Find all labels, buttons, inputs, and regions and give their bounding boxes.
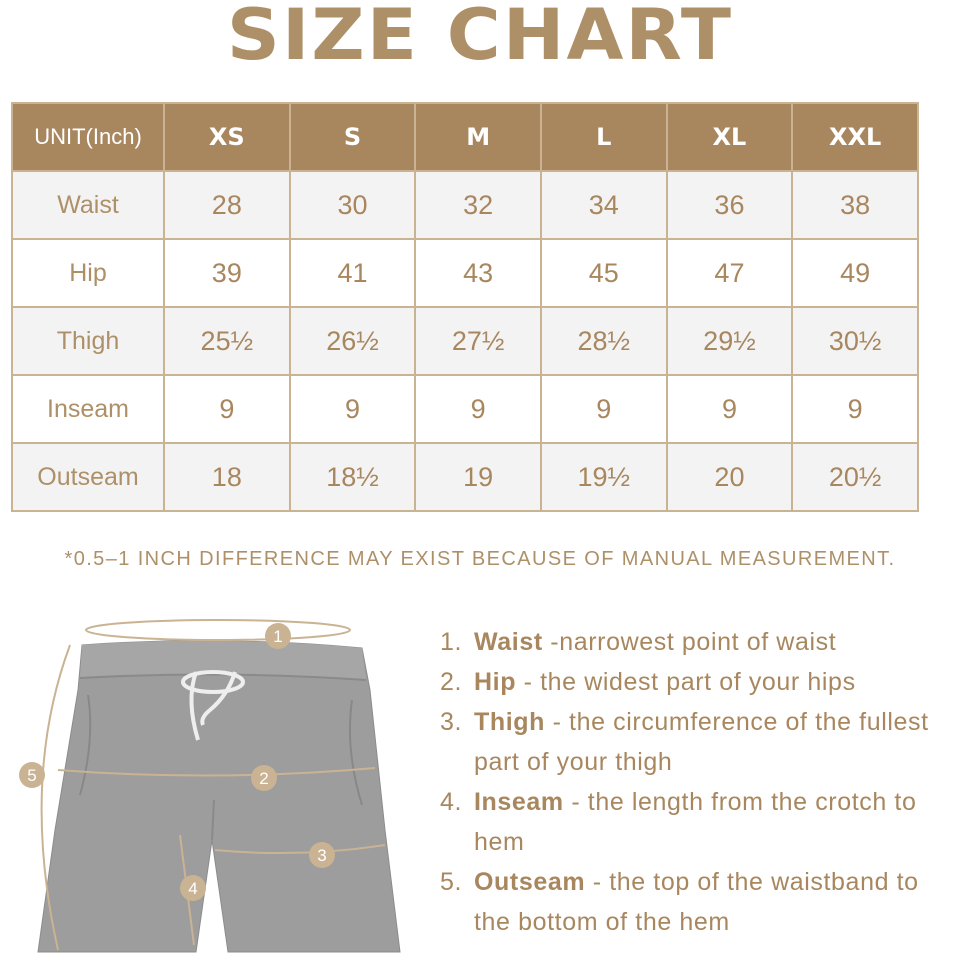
table-cell: 20½	[792, 443, 918, 511]
chart-title: SIZE CHART	[226, 0, 734, 76]
definition-item	[440, 862, 960, 942]
table-cell: 19	[415, 443, 541, 511]
size-header: XS	[164, 103, 290, 171]
table-cell: 30½	[792, 307, 918, 375]
table-cell: 20	[667, 443, 793, 511]
definition-term: Waist	[474, 628, 543, 656]
table-cell: 9	[415, 375, 541, 443]
table-cell: 9	[290, 375, 416, 443]
table-cell: 41	[290, 239, 416, 307]
table-cell: 45	[541, 239, 667, 307]
definition-number: 4.	[440, 788, 463, 816]
table-row	[12, 375, 918, 443]
marker-2	[251, 765, 277, 791]
table-cell: 9	[164, 375, 290, 443]
definition-text: - the top of the waistband to the bottom of the hem	[474, 868, 919, 936]
table-cell: 28	[164, 171, 290, 239]
marker-label: 1	[273, 627, 283, 646]
table-cell: 39	[164, 239, 290, 307]
size-header: XXL	[792, 103, 918, 171]
definition-number: 2.	[440, 668, 463, 696]
row-label: Outseam	[12, 443, 164, 511]
marker-label: 5	[27, 766, 37, 785]
table-cell: 9	[667, 375, 793, 443]
measurement-definitions	[440, 622, 960, 942]
table-cell: 47	[667, 239, 793, 307]
marker-label: 2	[259, 769, 269, 788]
table-row	[12, 307, 918, 375]
definition-item	[440, 782, 960, 862]
table-header-row	[12, 103, 918, 171]
definition-number: 3.	[440, 708, 463, 736]
table-cell: 9	[792, 375, 918, 443]
definition-text: - the widest part of your hips	[523, 668, 856, 696]
table-cell: 29½	[667, 307, 793, 375]
definition-term: Thigh	[474, 708, 546, 736]
table-cell: 26½	[290, 307, 416, 375]
definition-item	[440, 662, 960, 702]
definition-text: - the circumference of the fullest part of your thigh	[474, 708, 929, 776]
definition-number: 5.	[440, 868, 463, 896]
marker-label: 4	[188, 879, 198, 898]
table-cell: 43	[415, 239, 541, 307]
definition-text: -narrowest point of waist	[550, 628, 837, 656]
row-label: Hip	[12, 239, 164, 307]
table-row	[12, 443, 918, 511]
table-cell: 18	[164, 443, 290, 511]
row-label: Thigh	[12, 307, 164, 375]
table-cell: 19½	[541, 443, 667, 511]
shorts-diagram	[0, 600, 420, 960]
marker-label: 3	[317, 846, 327, 865]
size-header: M	[415, 103, 541, 171]
shorts-illustration	[38, 641, 400, 952]
measurement-note: *0.5–1 INCH DIFFERENCE MAY EXIST BECAUSE OF MANUAL MEASUREMENT.	[64, 548, 896, 570]
size-header: S	[290, 103, 416, 171]
table-cell: 38	[792, 171, 918, 239]
table-cell: 28½	[541, 307, 667, 375]
table-row	[12, 171, 918, 239]
table-cell: 36	[667, 171, 793, 239]
size-header: L	[541, 103, 667, 171]
unit-header: UNIT(Inch)	[12, 103, 164, 171]
table-cell: 32	[415, 171, 541, 239]
row-label: Inseam	[12, 375, 164, 443]
row-label: Waist	[12, 171, 164, 239]
definition-item	[440, 622, 960, 662]
marker-4	[180, 875, 206, 901]
table-row	[12, 239, 918, 307]
definition-item	[440, 702, 960, 782]
size-table	[11, 102, 919, 512]
table-cell: 9	[541, 375, 667, 443]
definition-text: - the length from the crotch to hem	[474, 788, 917, 856]
table-cell: 25½	[164, 307, 290, 375]
size-header: XL	[667, 103, 793, 171]
table-cell: 34	[541, 171, 667, 239]
marker-3	[309, 842, 335, 868]
marker-1	[265, 623, 291, 649]
table-cell: 49	[792, 239, 918, 307]
marker-5	[19, 762, 45, 788]
table-cell: 30	[290, 171, 416, 239]
table-cell: 27½	[415, 307, 541, 375]
table-cell: 18½	[290, 443, 416, 511]
definition-term: Outseam	[474, 868, 586, 896]
definition-number: 1.	[440, 628, 463, 656]
definition-term: Hip	[474, 668, 517, 696]
definition-term: Inseam	[474, 788, 564, 816]
